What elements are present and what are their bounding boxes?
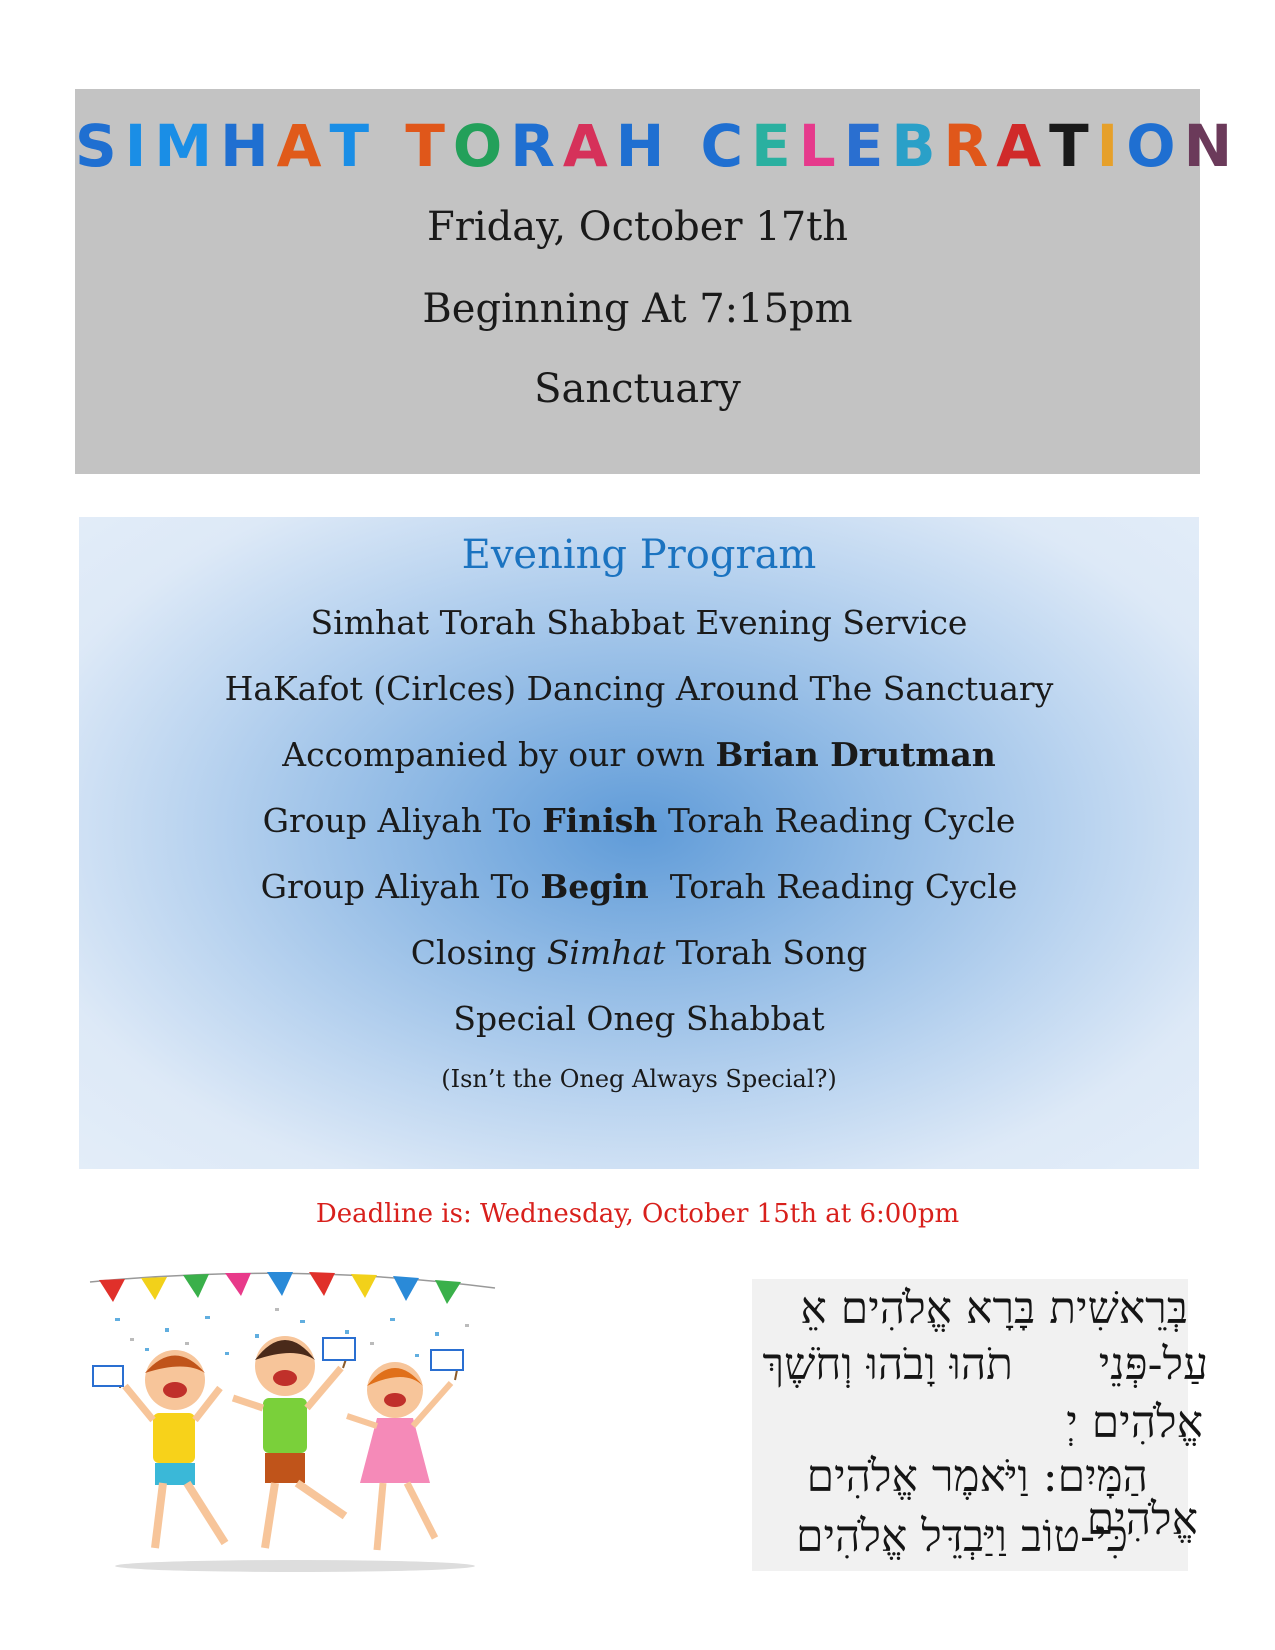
program-item-begin-aliyah — [79, 865, 1199, 909]
program-item-oneg: Special Oneg Shabbat — [453, 999, 825, 1038]
title-letter: O — [1126, 112, 1184, 180]
event-date: Friday, October 17th — [426, 204, 849, 250]
title-letter: L — [798, 112, 844, 180]
title-letter: S — [75, 112, 125, 180]
closing-pre: Closing — [410, 933, 547, 972]
program-item-hakafot: HaKafot (Cirlces) Dancing Around The Sanctuary — [224, 669, 1054, 708]
title-letter: B — [891, 112, 944, 180]
boy-center-figure — [233, 1336, 355, 1548]
title-letter: E — [843, 112, 892, 180]
finish-word: Finish — [542, 801, 658, 840]
begin-word: Begin — [540, 867, 649, 906]
begin-aliyah-pre: Group Aliyah To — [260, 867, 541, 906]
hebrew-line: אֱלֹהִים — [1086, 1494, 1198, 1545]
evening-program-panel — [79, 517, 1199, 1169]
title-letter: A — [996, 112, 1050, 180]
accompanied-text: Accompanied by our own — [282, 735, 716, 774]
program-item-oneg-note: (Isn’t the Oneg Always Special?) — [441, 1065, 837, 1093]
program-item-service: Simhat Torah Shabbat Evening Service — [310, 603, 968, 642]
musician-name: Brian Drutman — [715, 735, 996, 774]
children-celebrating-illustration — [85, 1268, 505, 1578]
title-letter — [377, 111, 405, 181]
title-letter: O — [452, 112, 511, 180]
program-title: Evening Program — [461, 532, 817, 578]
title-letter: T — [405, 112, 453, 180]
simhat-word: Simhat — [546, 933, 666, 972]
title-letter: H — [220, 112, 277, 180]
title-letter — [672, 111, 700, 181]
title-letter: C — [700, 112, 752, 180]
title-letter: N — [1183, 112, 1241, 180]
event-title — [75, 111, 1241, 181]
finish-aliyah-pre: Group Aliyah To — [262, 801, 543, 840]
program-item-accompanied — [79, 733, 1199, 777]
begin-aliyah-post: Torah Reading Cycle — [648, 867, 1018, 906]
deadline-notice: Deadline is: Wednesday, October 15th at 6:00pm — [315, 1199, 960, 1229]
title-letter: E — [751, 112, 799, 180]
title-letter: M — [154, 112, 221, 180]
hebrew-line: הַמָּיִם: וַיֹּאמֶר אֱלֹהִים — [806, 1451, 1148, 1502]
title-letter: I — [1096, 112, 1127, 180]
title-letter: A — [276, 112, 330, 180]
hebrew-line: אֱלֹהִים יְ — [1066, 1397, 1203, 1448]
closing-post: Torah Song — [665, 933, 868, 972]
title-letter: T — [1049, 112, 1097, 180]
event-location: Sanctuary — [534, 366, 741, 412]
event-time: Beginning At 7:15pm — [422, 286, 853, 332]
hebrew-torah-text-photo — [752, 1279, 1208, 1571]
title-letter: I — [124, 112, 155, 180]
event-header-panel — [75, 89, 1241, 474]
title-letter: H — [615, 112, 673, 180]
girl-right-figure — [347, 1350, 463, 1550]
boy-left-figure — [93, 1350, 225, 1548]
title-letter: A — [562, 112, 616, 180]
title-letter: R — [510, 112, 563, 180]
finish-aliyah-post: Torah Reading Cycle — [657, 801, 1016, 840]
hebrew-line: עַל-פְּנֵי — [1098, 1339, 1208, 1390]
title-letter: T — [329, 112, 378, 180]
hebrew-line: תֹהוּ וָבֹהוּ וְחֹשֶׁךְ — [762, 1339, 1013, 1390]
program-item-closing-song — [79, 931, 1199, 975]
title-letter: R — [943, 112, 997, 180]
hebrew-line: כִּי-טוֹב וַיַּבְדֵּל אֱלֹהִים — [796, 1511, 1128, 1562]
hebrew-line: בְּרֵאשִׁית בָּרָא אֱלֹהִים אֵ — [800, 1283, 1188, 1334]
program-item-finish-aliyah — [79, 799, 1199, 843]
